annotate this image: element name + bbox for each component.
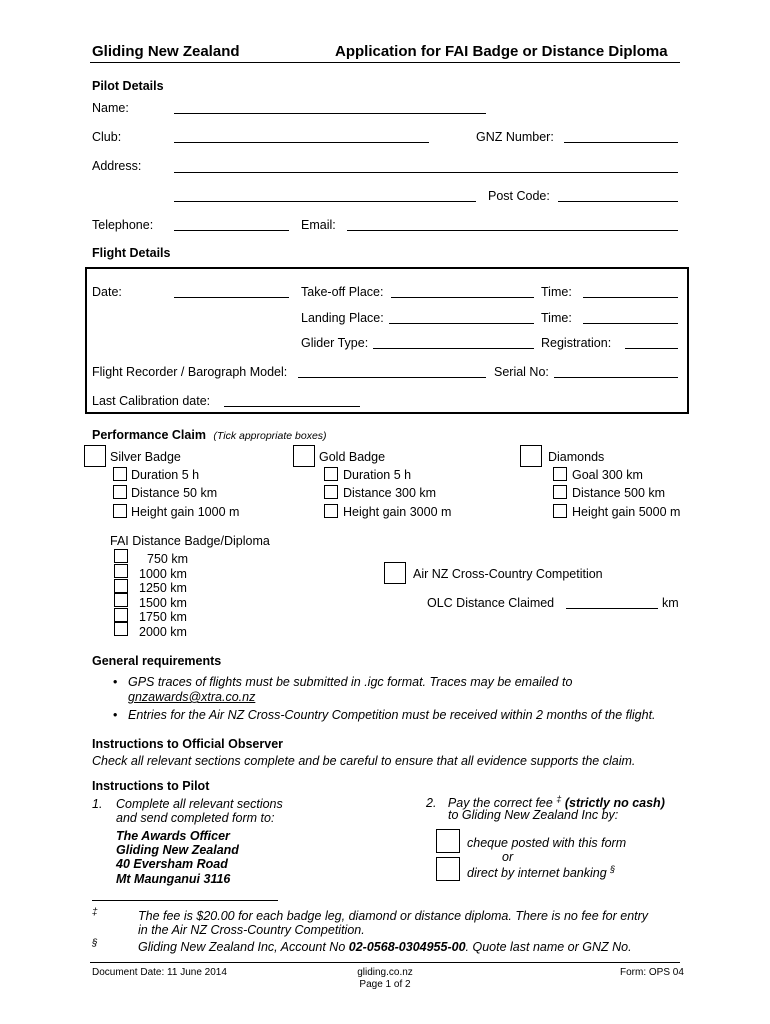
gnz-number-label: GNZ Number: — [476, 130, 554, 144]
bank-text: direct by internet banking — [467, 866, 607, 881]
bank-footnote-text: Gliding New Zealand Inc, Account No — [138, 940, 349, 954]
bullet-2-icon: • — [113, 708, 118, 722]
diamond-distance-checkbox[interactable] — [553, 485, 567, 499]
airnz-checkbox[interactable] — [384, 562, 406, 584]
site-url: gliding.co.nz — [357, 967, 413, 978]
fai-750-label: 750 km — [147, 552, 188, 566]
bank-footnote-mark: § — [92, 938, 98, 949]
or-label: or — [502, 850, 514, 864]
silver-badge-label: Silver Badge — [110, 450, 181, 464]
bank-marker: § — [610, 864, 616, 874]
silver-distance-checkbox[interactable] — [113, 485, 127, 499]
silver-height-label: Height gain 1000 m — [131, 505, 240, 519]
address-line-3: 40 Eversham Road — [116, 857, 228, 871]
silver-height-checkbox[interactable] — [113, 504, 127, 518]
club-field[interactable] — [174, 142, 429, 143]
flight-details-heading: Flight Details — [92, 246, 171, 260]
takeoff-field[interactable] — [391, 297, 534, 298]
bank-footnote-tail: . Quote last name or GNZ No. — [465, 940, 632, 954]
bullet-1-icon: • — [113, 675, 118, 689]
diamond-distance-label: Distance 500 km — [572, 486, 666, 500]
recorder-label: Flight Recorder / Barograph Model: — [92, 365, 288, 379]
silver-duration-checkbox[interactable] — [113, 467, 127, 481]
fai-750-checkbox[interactable] — [114, 549, 128, 563]
diamonds-label: Diamonds — [548, 450, 605, 464]
footnote-rule — [92, 900, 278, 901]
fai-1000-checkbox[interactable] — [114, 564, 128, 578]
email-field[interactable] — [347, 230, 678, 231]
olc-label: OLC Distance Claimed — [427, 596, 555, 610]
bank-footnote — [138, 940, 632, 954]
olc-distance-field[interactable] — [566, 608, 658, 609]
bank-label — [467, 864, 615, 880]
gold-height-checkbox[interactable] — [324, 504, 338, 518]
silver-distance-label: Distance 50 km — [131, 486, 218, 500]
fai-1750-label: 1750 km — [139, 610, 187, 624]
step-1-line-2: and send completed form to: — [116, 811, 275, 825]
landing-time-label: Time: — [541, 311, 572, 325]
step-2-text: Pay the correct fee — [447, 796, 553, 811]
cheque-checkbox[interactable] — [436, 829, 460, 853]
address-field-1[interactable] — [174, 172, 678, 173]
gold-distance-checkbox[interactable] — [324, 485, 338, 499]
no-cash-note: (strictly no cash) — [564, 796, 665, 811]
gold-height-label: Height gain 3000 m — [343, 505, 452, 519]
glider-type-field[interactable] — [373, 348, 534, 349]
date-field[interactable] — [174, 297, 289, 298]
gold-badge-checkbox[interactable] — [293, 445, 315, 467]
date-label: Date: — [92, 285, 122, 299]
fai-1250-label: 1250 km — [139, 581, 187, 595]
fai-distance-label: FAI Distance Badge/Diploma — [110, 534, 270, 548]
diamond-goal-checkbox[interactable] — [553, 467, 567, 481]
calibration-label: Last Calibration date: — [92, 394, 211, 408]
gold-distance-label: Distance 300 km — [343, 486, 437, 500]
silver-badge-checkbox[interactable] — [84, 445, 106, 467]
fai-1250-checkbox[interactable] — [114, 579, 128, 593]
fee-footnote-mark: ‡ — [92, 907, 98, 918]
recorder-field[interactable] — [298, 377, 486, 378]
takeoff-time-field[interactable] — [583, 297, 678, 298]
observer-text: Check all relevant sections complete and be careful to ensure that all evidence supports the claim. — [92, 754, 636, 768]
registration-label: Registration: — [541, 336, 612, 350]
footer-rule — [90, 962, 680, 963]
serial-field[interactable] — [554, 377, 678, 378]
page-number: Page 1 of 2 — [359, 979, 411, 990]
olc-unit: km — [662, 596, 679, 610]
fai-1000-label: 1000 km — [139, 567, 187, 581]
fai-2000-label: 2000 km — [139, 625, 187, 639]
step-1-number: 1. — [92, 797, 103, 811]
serial-label: Serial No: — [494, 365, 549, 379]
header-rule — [90, 62, 680, 63]
email-label: Email: — [301, 218, 336, 232]
address-line-2: Gliding New Zealand — [116, 843, 239, 857]
diamond-goal-label: Goal 300 km — [572, 468, 643, 482]
diamond-height-label: Height gain 5000 m — [572, 505, 681, 519]
bank-account-number: 02-0568-0304955-00 — [348, 940, 466, 954]
diamonds-checkbox[interactable] — [520, 445, 542, 467]
bullet-1-text: GPS traces of flights must be submitted in .igc format. Traces may be emailed to — [128, 675, 573, 689]
bullet-2-text: Entries for the Air NZ Cross-Country Competition must be received within 2 months of the flight. — [128, 708, 656, 722]
club-label: Club: — [92, 130, 122, 144]
step-2-number: 2. — [426, 796, 437, 811]
takeoff-label: Take-off Place: — [301, 285, 384, 299]
fai-1500-checkbox[interactable] — [114, 593, 128, 607]
address-field-2[interactable] — [174, 201, 476, 202]
general-heading: General requirements — [92, 654, 222, 668]
calibration-field[interactable] — [224, 406, 360, 407]
performance-title: Performance Claim — [92, 428, 206, 442]
name-label: Name: — [92, 101, 129, 115]
address-label: Address: — [92, 159, 142, 173]
landing-field[interactable] — [389, 323, 534, 324]
airnz-label: Air NZ Cross-Country Competition — [413, 567, 603, 581]
gold-duration-checkbox[interactable] — [324, 467, 338, 481]
email-link[interactable]: gnzawards@xtra.co.nz — [128, 690, 256, 704]
diamond-height-checkbox[interactable] — [553, 504, 567, 518]
form-title: Application for FAI Badge or Distance Diploma — [335, 43, 668, 60]
glider-type-label: Glider Type: — [301, 336, 369, 350]
telephone-label: Telephone: — [92, 218, 154, 232]
takeoff-time-label: Time: — [541, 285, 572, 299]
silver-duration-label: Duration 5 h — [131, 468, 200, 482]
gold-duration-label: Duration 5 h — [343, 468, 412, 482]
fee-footnote-line-1: The fee is $20.00 for each badge leg, diamond or distance diploma. There is no fee for entry — [138, 909, 649, 923]
landing-time-field[interactable] — [583, 323, 678, 324]
form-number: Form: OPS 04 — [620, 967, 684, 978]
bank-checkbox[interactable] — [436, 857, 460, 881]
performance-note: (Tick appropriate boxes) — [213, 430, 327, 442]
name-field[interactable] — [174, 113, 486, 114]
step-2-line-2: to Gliding New Zealand Inc by: — [448, 808, 619, 822]
org-name: Gliding New Zealand — [92, 43, 240, 60]
fai-2000-checkbox[interactable] — [114, 622, 128, 636]
fai-1500-label: 1500 km — [139, 596, 187, 610]
step-1-line-1: Complete all relevant sections — [116, 797, 283, 811]
performance-heading — [92, 428, 327, 442]
telephone-field[interactable] — [174, 230, 289, 231]
document-date: Document Date: 11 June 2014 — [92, 967, 227, 978]
pilot-details-heading: Pilot Details — [92, 79, 164, 93]
address-line-4: Mt Maunganui 3116 — [116, 872, 231, 886]
gold-badge-label: Gold Badge — [319, 450, 386, 464]
landing-label: Landing Place: — [301, 311, 384, 325]
registration-field[interactable] — [625, 348, 678, 349]
cheque-label: cheque posted with this form — [467, 836, 627, 850]
observer-heading: Instructions to Official Observer — [92, 737, 284, 751]
fee-marker: ‡ — [556, 794, 562, 804]
fai-1750-checkbox[interactable] — [114, 608, 128, 622]
post-code-label: Post Code: — [488, 189, 550, 203]
post-code-field[interactable] — [558, 201, 678, 202]
address-line-1: The Awards Officer — [116, 829, 230, 843]
fee-footnote-line-2: in the Air NZ Cross-Country Competition. — [138, 923, 365, 937]
pilot-instructions-heading: Instructions to Pilot — [92, 779, 210, 793]
gnz-number-field[interactable] — [564, 142, 678, 143]
